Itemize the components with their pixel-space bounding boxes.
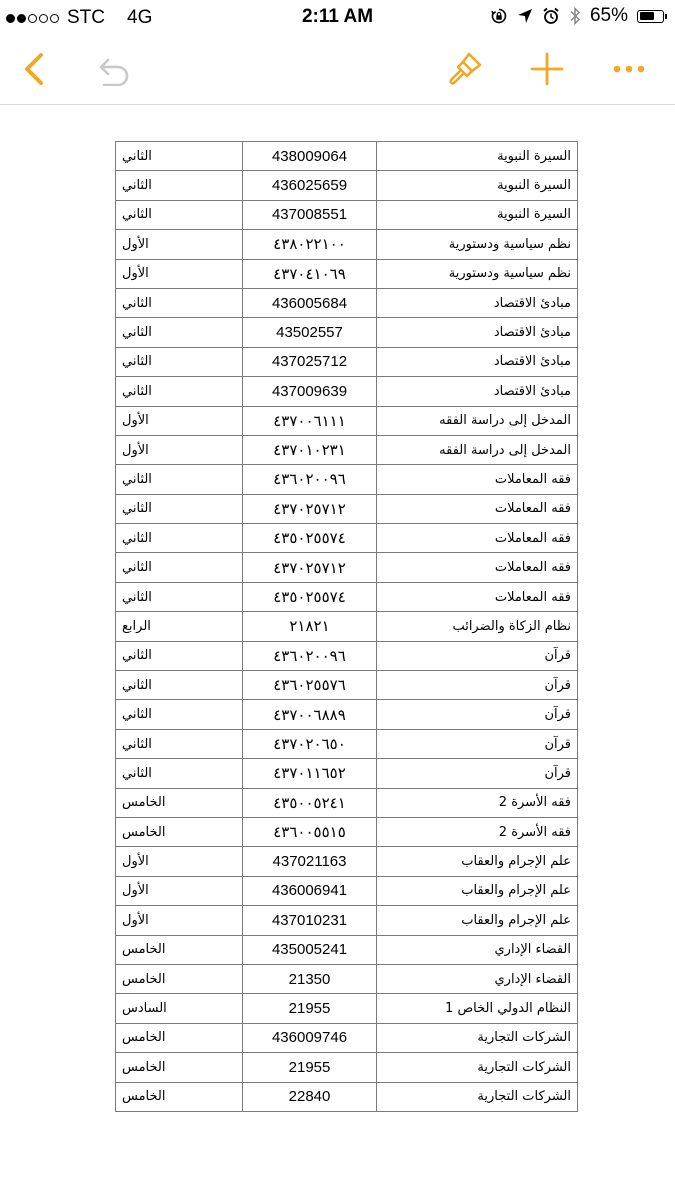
- code-cell: 437021163: [243, 847, 377, 876]
- level-cell: الثاني: [116, 171, 243, 200]
- level-cell: الثاني: [116, 729, 243, 758]
- table-row: [116, 1082, 578, 1111]
- course-name-cell: القضاء الإداري: [377, 935, 578, 964]
- code-cell: ٤٣٧٠٢٥٧١٢: [243, 494, 377, 523]
- course-name-cell: السيرة النبوية: [377, 200, 578, 229]
- code-cell: ٤٣٥٠٢٥٥٧٤: [243, 524, 377, 553]
- status-bar: [0, 0, 675, 34]
- table-row: [116, 1023, 578, 1052]
- code-cell: 21350: [243, 964, 377, 993]
- status-right: [490, 5, 667, 27]
- table-row: [116, 142, 578, 171]
- paintbrush-icon: [447, 51, 483, 87]
- table-row: [116, 318, 578, 347]
- level-cell: الخامس: [116, 1023, 243, 1052]
- course-name-cell: مبادئ الاقتصاد: [377, 377, 578, 406]
- table-row: [116, 935, 578, 964]
- location-arrow-icon: [517, 8, 533, 24]
- orientation-lock-icon: [490, 7, 508, 25]
- table-row: [116, 817, 578, 846]
- level-cell: الخامس: [116, 964, 243, 993]
- chevron-left-icon: [20, 51, 48, 87]
- table-row: [116, 759, 578, 788]
- level-cell: الخامس: [116, 935, 243, 964]
- code-cell: ٤٣٦٠٢٥٥٧٦: [243, 671, 377, 700]
- level-cell: الثاني: [116, 524, 243, 553]
- course-name-cell: نظم سياسية ودستورية: [377, 230, 578, 259]
- level-cell: الأول: [116, 259, 243, 288]
- table-row: [116, 435, 578, 464]
- table-row: [116, 994, 578, 1023]
- course-name-cell: فقه المعاملات: [377, 553, 578, 582]
- code-cell: 435005241: [243, 935, 377, 964]
- table-row: [116, 964, 578, 993]
- courses-table-body: [116, 142, 578, 1112]
- table-row: [116, 700, 578, 729]
- level-cell: الخامس: [116, 788, 243, 817]
- courses-table: [115, 141, 578, 1112]
- code-cell: 21955: [243, 1053, 377, 1082]
- code-cell: 22840: [243, 1082, 377, 1111]
- code-cell: 437008551: [243, 200, 377, 229]
- battery-fill: [640, 12, 654, 20]
- add-button[interactable]: [522, 34, 572, 104]
- course-name-cell: المدخل إلى دراسة الفقه: [377, 406, 578, 435]
- battery-percentage: 65%: [589, 5, 628, 26]
- course-name-cell: قرآن: [377, 671, 578, 700]
- code-cell: 436009746: [243, 1023, 377, 1052]
- table-row: [116, 524, 578, 553]
- course-name-cell: مبادئ الاقتصاد: [377, 318, 578, 347]
- course-name-cell: فقه المعاملات: [377, 524, 578, 553]
- level-cell: الثاني: [116, 347, 243, 376]
- code-cell: 436006941: [243, 876, 377, 905]
- course-name-cell: السيرة النبوية: [377, 171, 578, 200]
- table-row: [116, 729, 578, 758]
- code-cell: 43502557: [243, 318, 377, 347]
- code-cell: ٤٣٨٠٢٢١٠٠: [243, 230, 377, 259]
- code-cell: ٢١٨٢١: [243, 612, 377, 641]
- course-name-cell: الشركات التجارية: [377, 1053, 578, 1082]
- table-row: [116, 582, 578, 611]
- course-name-cell: علم الإجرام والعقاب: [377, 906, 578, 935]
- table-row: [116, 377, 578, 406]
- level-cell: الثاني: [116, 200, 243, 229]
- table-row: [116, 288, 578, 317]
- code-cell: ٤٣٧٠٢٥٧١٢: [243, 553, 377, 582]
- level-cell: الثاني: [116, 142, 243, 171]
- ellipsis-icon: [612, 64, 646, 74]
- level-cell: الخامس: [116, 1053, 243, 1082]
- network-type: 4G: [127, 7, 153, 28]
- level-cell: الثاني: [116, 553, 243, 582]
- course-name-cell: قرآن: [377, 641, 578, 670]
- code-cell: ٤٣٥٠٠٥٢٤١: [243, 788, 377, 817]
- level-cell: الأول: [116, 435, 243, 464]
- battery-body: [637, 10, 664, 23]
- code-cell: ٤٣٧٠٢٠٦٥٠: [243, 729, 377, 758]
- code-cell: ٤٣٧٠١٠٢٣١: [243, 435, 377, 464]
- course-name-cell: نظم سياسية ودستورية: [377, 259, 578, 288]
- level-cell: الثاني: [116, 494, 243, 523]
- course-name-cell: نظام الزكاة والضرائب: [377, 612, 578, 641]
- level-cell: الثاني: [116, 671, 243, 700]
- format-button[interactable]: [440, 34, 490, 104]
- back-button[interactable]: [10, 34, 58, 104]
- level-cell: السادس: [116, 994, 243, 1023]
- table-row: [116, 847, 578, 876]
- more-button[interactable]: [604, 34, 654, 104]
- code-cell: ٤٣٧٠٤١٠٦٩: [243, 259, 377, 288]
- table-row: [116, 641, 578, 670]
- level-cell: الأول: [116, 847, 243, 876]
- code-cell: ٤٣٧٠٠٦٨٨٩: [243, 700, 377, 729]
- level-cell: الأول: [116, 906, 243, 935]
- table-row: [116, 671, 578, 700]
- course-name-cell: قرآن: [377, 759, 578, 788]
- code-cell: 436005684: [243, 288, 377, 317]
- level-cell: الأول: [116, 876, 243, 905]
- undo-button[interactable]: [86, 34, 138, 104]
- table-row: [116, 1053, 578, 1082]
- table-row: [116, 876, 578, 905]
- code-cell: ٤٣٦٠٢٠٠٩٦: [243, 465, 377, 494]
- level-cell: الخامس: [116, 1082, 243, 1111]
- battery-tip: [665, 14, 667, 19]
- table-row: [116, 494, 578, 523]
- table-row: [116, 406, 578, 435]
- code-cell: ٤٣٥٠٢٥٥٧٤: [243, 582, 377, 611]
- document-toolbar: [0, 34, 675, 105]
- table-row: [116, 553, 578, 582]
- code-cell: 437010231: [243, 906, 377, 935]
- table-row: [116, 612, 578, 641]
- table-row: [116, 259, 578, 288]
- course-name-cell: القضاء الإداري: [377, 964, 578, 993]
- course-name-cell: فقه المعاملات: [377, 582, 578, 611]
- level-cell: الثاني: [116, 377, 243, 406]
- code-cell: 21955: [243, 994, 377, 1023]
- table-row: [116, 906, 578, 935]
- code-cell: ٤٣٧٠٠٦١١١: [243, 406, 377, 435]
- table-row: [116, 788, 578, 817]
- document-page[interactable]: [115, 141, 578, 1112]
- level-cell: الأول: [116, 406, 243, 435]
- table-row: [116, 200, 578, 229]
- bluetooth-icon: [569, 6, 581, 26]
- table-row: [116, 230, 578, 259]
- course-name-cell: فقه الأسرة 2: [377, 788, 578, 817]
- course-name-cell: علم الإجرام والعقاب: [377, 847, 578, 876]
- undo-icon: [92, 52, 132, 86]
- course-name-cell: فقه المعاملات: [377, 494, 578, 523]
- code-cell: ٤٣٧٠١١٦٥٢: [243, 759, 377, 788]
- clock: 2:11 AM: [301, 6, 374, 27]
- level-cell: الأول: [116, 230, 243, 259]
- course-name-cell: الشركات التجارية: [377, 1082, 578, 1111]
- course-name-cell: المدخل إلى دراسة الفقه: [377, 435, 578, 464]
- plus-icon: [529, 51, 565, 87]
- code-cell: ٤٣٦٠٠٥٥١٥: [243, 817, 377, 846]
- code-cell: 436025659: [243, 171, 377, 200]
- alarm-clock-icon: [542, 7, 560, 25]
- course-name-cell: فقه الأسرة 2: [377, 817, 578, 846]
- code-cell: 437025712: [243, 347, 377, 376]
- table-row: [116, 347, 578, 376]
- level-cell: الثاني: [116, 759, 243, 788]
- level-cell: الثاني: [116, 465, 243, 494]
- level-cell: الرابع: [116, 612, 243, 641]
- level-cell: الثاني: [116, 582, 243, 611]
- course-name-cell: مبادئ الاقتصاد: [377, 347, 578, 376]
- level-cell: الخامس: [116, 817, 243, 846]
- battery-icon: [637, 10, 667, 23]
- level-cell: الثاني: [116, 318, 243, 347]
- level-cell: الثاني: [116, 288, 243, 317]
- course-name-cell: قرآن: [377, 729, 578, 758]
- level-cell: الثاني: [116, 641, 243, 670]
- code-cell: 438009064: [243, 142, 377, 171]
- code-cell: 437009639: [243, 377, 377, 406]
- course-name-cell: النظام الدولي الخاص 1: [377, 994, 578, 1023]
- course-name-cell: السيرة النبوية: [377, 142, 578, 171]
- table-row: [116, 171, 578, 200]
- course-name-cell: فقه المعاملات: [377, 465, 578, 494]
- course-name-cell: مبادئ الاقتصاد: [377, 288, 578, 317]
- carrier-name: STC: [67, 7, 105, 28]
- table-row: [116, 465, 578, 494]
- course-name-cell: قرآن: [377, 700, 578, 729]
- code-cell: ٤٣٦٠٢٠٠٩٦: [243, 641, 377, 670]
- level-cell: الثاني: [116, 700, 243, 729]
- course-name-cell: علم الإجرام والعقاب: [377, 876, 578, 905]
- course-name-cell: الشركات التجارية: [377, 1023, 578, 1052]
